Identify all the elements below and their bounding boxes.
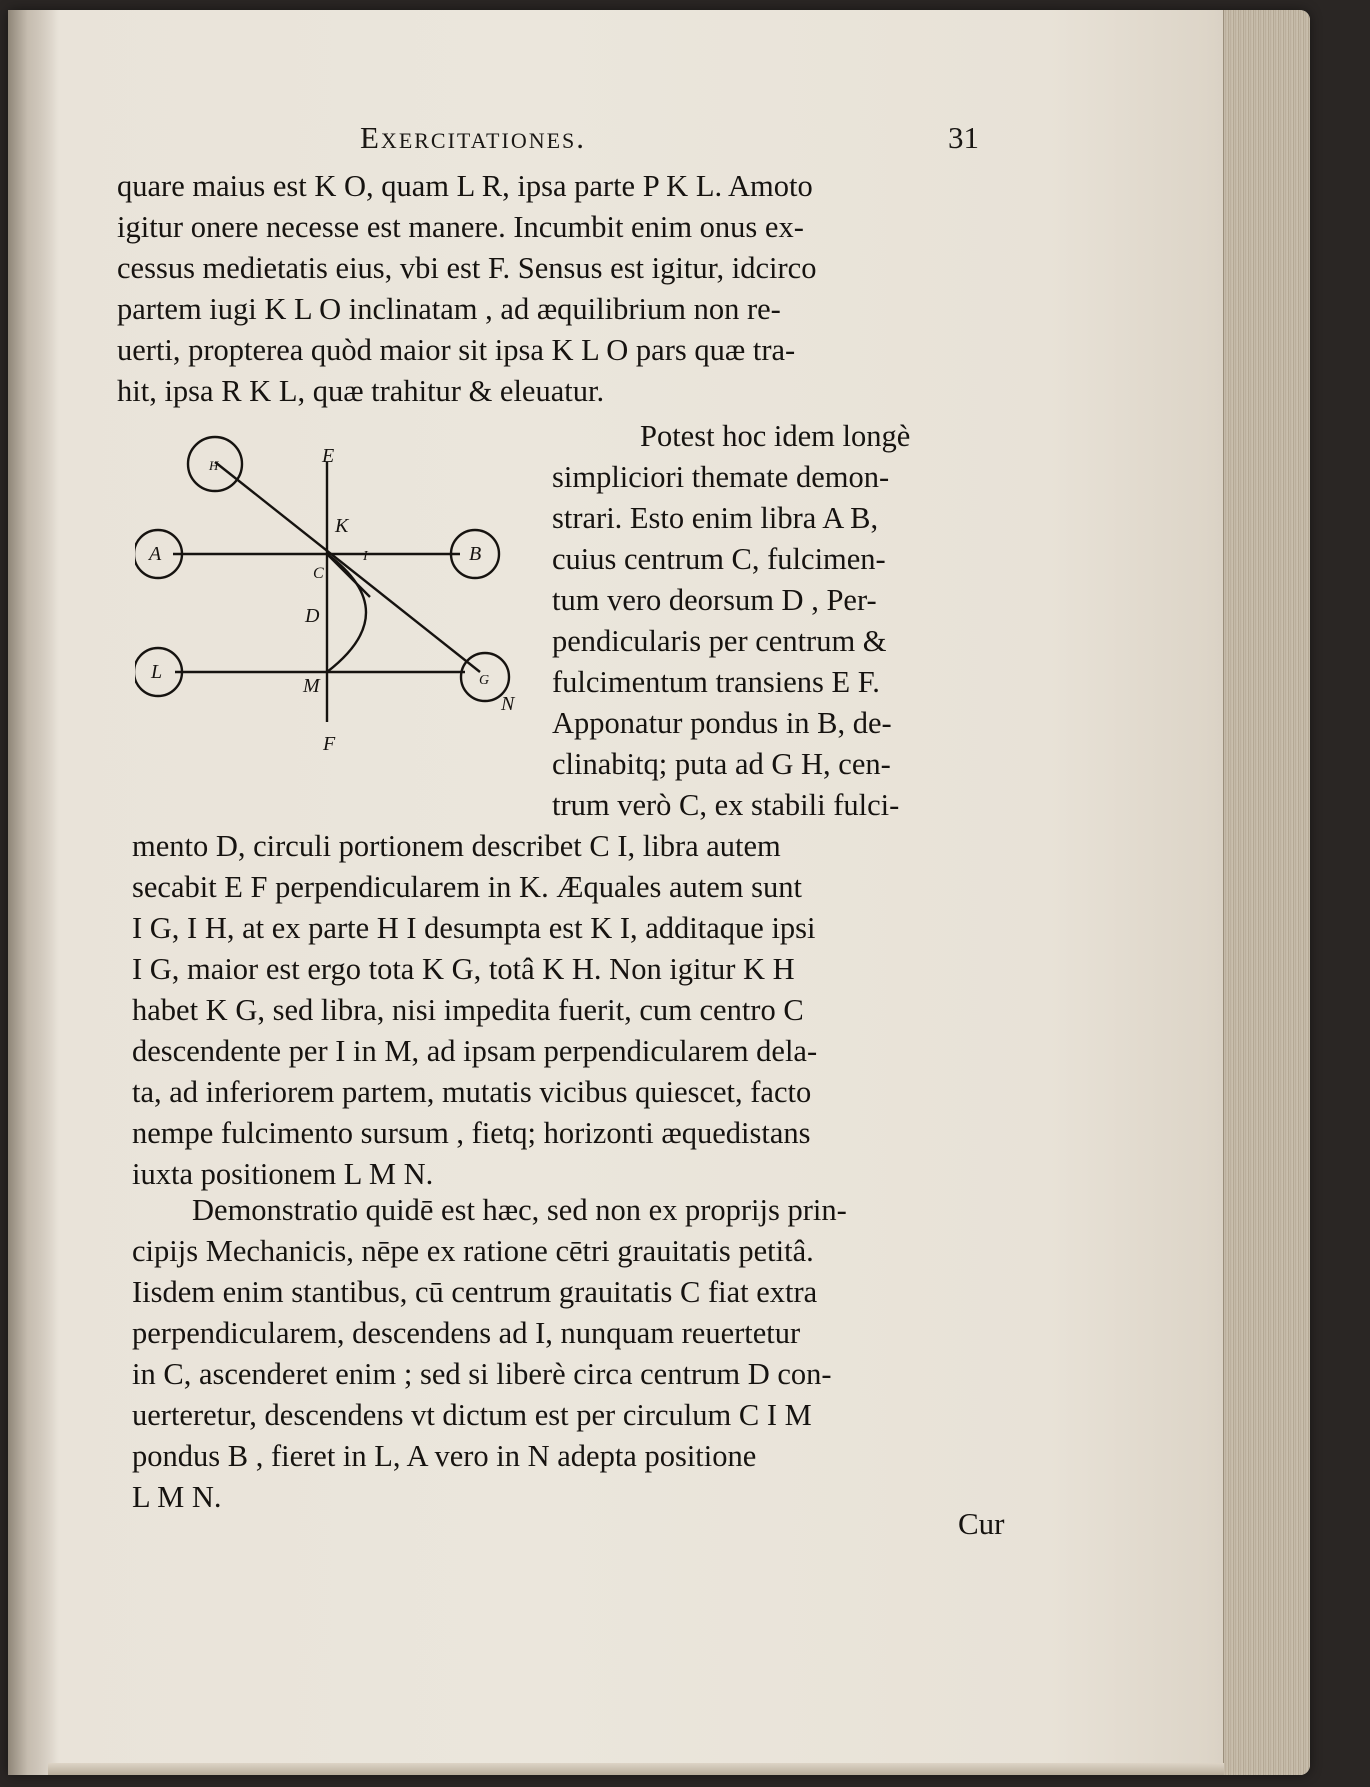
text-line: pondus B , fieret in L, A vero in N adepta positione	[132, 1439, 757, 1473]
label-h: H	[209, 458, 219, 473]
page-gutter	[8, 10, 58, 1775]
page-bottom-edge	[48, 1763, 1224, 1775]
text-line: quare maius est K O, quam L R, ipsa parte P K L. Amoto	[117, 169, 813, 203]
text-line: cipijs Mechanicis, nēpe ex ratione cētri grauitatis petitâ.	[132, 1234, 814, 1268]
text-line: ta, ad inferiorem partem, mutatis vicibus quiescet, facto	[132, 1075, 812, 1109]
label-f: F	[323, 733, 336, 755]
text-line: Iisdem enim stantibus, cū centrum grauitatis C fiat extra	[132, 1275, 818, 1309]
text-line: igitur onere necesse est manere. Incumbit enim onus ex-	[117, 210, 804, 244]
paragraph-right	[552, 416, 910, 826]
text-line: cessus medietatis eius, vbi est F. Sensus est igitur, idcirco	[117, 251, 817, 285]
page-edges	[1223, 10, 1310, 1775]
paragraph-demonstratio	[132, 1190, 847, 1518]
text-line: uerti, propterea quòd maior sit ipsa K L O pars quæ tra-	[117, 333, 796, 367]
text-line: Potest hoc idem longè	[640, 419, 911, 453]
text-line: descendente per I in M, ad ipsam perpendicularem dela-	[132, 1034, 818, 1068]
text-line: clinabitq; puta ad G H, cen-	[552, 747, 891, 781]
text-line: tum vero deorsum D , Per-	[552, 583, 877, 617]
text-line: secabit E F perpendicularem in K. Æquales autem sunt	[132, 870, 802, 904]
text-line: strari. Esto enim libra A B,	[552, 501, 879, 535]
text-line: perpendicularem, descendens ad I, nunquam reuertetur	[132, 1316, 801, 1350]
text-line: habet K G, sed libra, nisi impedita fuerit, cum centro C	[132, 993, 804, 1027]
text-line: cuius centrum C, fulcimen-	[552, 542, 886, 576]
text-line: uerteretur, descendens vt dictum est per circulum C I M	[132, 1398, 812, 1432]
paragraph-continued	[132, 826, 817, 1195]
text-line: I G, I H, at ex parte H I desumpta est K I, additaque ipsi	[132, 911, 816, 945]
text-line: fulcimentum transiens E F.	[552, 665, 880, 699]
label-c: C	[313, 565, 324, 582]
text-line: Demonstratio quidē est hæc, sed non ex proprijs prin-	[192, 1193, 847, 1227]
catchword: Cur	[958, 1506, 1005, 1541]
text-line: Apponatur pondus in B, de-	[552, 706, 892, 740]
text-line: partem iugi K L O inclinatam , ad æquilibrium non re-	[117, 292, 781, 326]
label-e: E	[322, 445, 335, 467]
text-line: trum verò C, ex stabili fulci-	[552, 788, 900, 822]
label-n: N	[501, 693, 515, 715]
text-line: hit, ipsa R K L, quæ trahitur & eleuatur.	[117, 374, 605, 408]
balance-beam-gh	[215, 462, 480, 672]
text-line: iuxta positionem L M N.	[132, 1157, 434, 1191]
label-d: D	[305, 605, 320, 627]
arc-cim	[327, 554, 366, 672]
text-line: I G, maior est ergo tota K G, totâ K H. Non igitur K H	[132, 952, 795, 986]
text-line: mento D, circuli portionem describet C I, libra autem	[132, 829, 781, 863]
label-i: I	[363, 549, 368, 564]
text-line: in C, ascenderet enim ; sed si liberè circa centrum D con-	[132, 1357, 832, 1391]
text-line: simpliciori themate demon-	[552, 460, 890, 494]
label-m: M	[303, 675, 320, 697]
text-line: nempe fulcimento sursum , fietq; horizonti æquedistans	[132, 1116, 811, 1150]
label-b: B	[469, 543, 482, 565]
label-a: A	[149, 543, 162, 565]
balance-diagram	[135, 432, 535, 762]
paragraph-top	[117, 166, 816, 412]
page-number: 31	[948, 120, 979, 155]
label-l: L	[151, 661, 163, 683]
text-line: pendicularis per centrum &	[552, 624, 887, 658]
text-line: L M N.	[132, 1480, 222, 1514]
label-g: G	[479, 673, 490, 688]
running-head: Exercitationes.	[360, 120, 587, 155]
label-k: K	[335, 515, 349, 537]
balance-diagram-svg	[135, 432, 535, 762]
